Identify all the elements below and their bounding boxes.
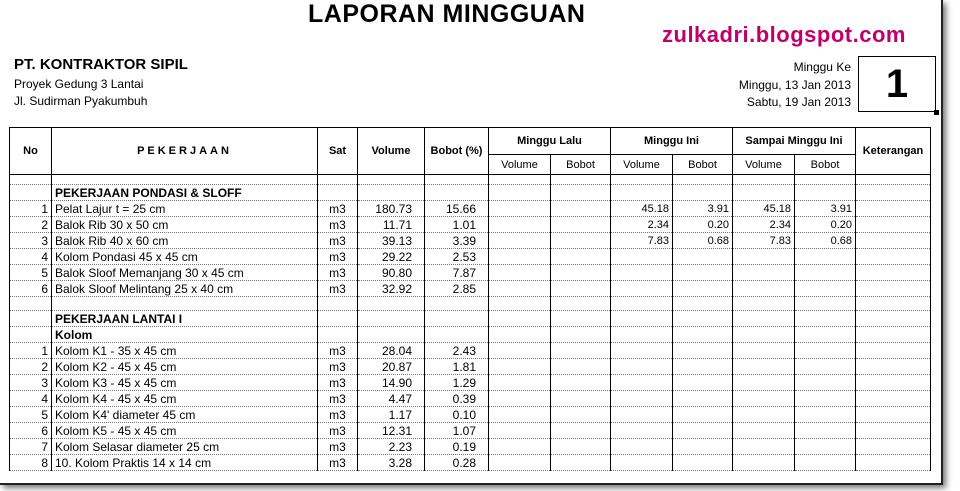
row-name: Balok Sloof Memanjang 30 x 45 cm bbox=[52, 265, 318, 281]
row-volume: 14.90 bbox=[358, 375, 425, 391]
table-row[interactable] bbox=[10, 455, 931, 471]
row-sat: m3 bbox=[318, 391, 358, 407]
row-name: Pelat Lajur t = 25 cm bbox=[52, 201, 318, 217]
row-ini-volume: 2.34 bbox=[611, 217, 673, 233]
row-volume: 20.87 bbox=[358, 359, 425, 375]
col-minggu-ini: Minggu Ini bbox=[611, 128, 733, 155]
row-bobot: 1.29 bbox=[425, 375, 489, 391]
row-volume: 39.13 bbox=[358, 233, 425, 249]
row-bobot: 0.28 bbox=[425, 455, 489, 471]
row-name: Balok Sloof Melintang 25 x 40 cm bbox=[52, 281, 318, 297]
row-name: Kolom K3 - 45 x 45 cm bbox=[52, 375, 318, 391]
progress-table bbox=[9, 127, 931, 471]
row-name: Balok Rib 30 x 50 cm bbox=[52, 217, 318, 233]
report-title: LAPORAN MINGGUAN bbox=[308, 0, 586, 28]
col-bobot: Bobot (%) bbox=[425, 128, 489, 175]
row-no: 7 bbox=[10, 439, 52, 455]
row-smp-bobot: 0.68 bbox=[795, 233, 856, 249]
row-no: 6 bbox=[10, 281, 52, 297]
table-row[interactable] bbox=[10, 439, 931, 455]
row-bobot: 1.07 bbox=[425, 423, 489, 439]
table-row[interactable] bbox=[10, 407, 931, 423]
row-ini-bobot: 0.68 bbox=[673, 233, 733, 249]
table-row[interactable] bbox=[10, 391, 931, 407]
row-smp-bobot: 0.20 bbox=[795, 217, 856, 233]
row-no: 5 bbox=[10, 265, 52, 281]
date-start: Minggu, 13 Jan 2013 bbox=[738, 78, 851, 92]
table-row[interactable] bbox=[10, 233, 931, 249]
blog-watermark: zulkadri.blogspot.com bbox=[662, 22, 906, 47]
row-no: 4 bbox=[10, 249, 52, 265]
row-no: 2 bbox=[10, 359, 52, 375]
row-name: Kolom Pondasi 45 x 45 cm bbox=[52, 249, 318, 265]
row-smp-volume: 45.18 bbox=[733, 201, 795, 217]
row-smp-volume: 7.83 bbox=[733, 233, 795, 249]
row-volume: 11.71 bbox=[358, 217, 425, 233]
row-smp-bobot: 3.91 bbox=[795, 201, 856, 217]
sub-volume: Volume bbox=[489, 155, 551, 175]
week-label: Minggu Ke bbox=[793, 60, 851, 74]
row-volume: 28.04 bbox=[358, 343, 425, 359]
row-sat: m3 bbox=[318, 343, 358, 359]
project-name: Proyek Gedung 3 Lantai bbox=[14, 77, 144, 91]
row-ini-volume: 45.18 bbox=[611, 201, 673, 217]
row-no: 3 bbox=[10, 233, 52, 249]
sub-bobot: Bobot bbox=[673, 155, 733, 175]
section-subtitle: Kolom bbox=[52, 327, 318, 343]
table-row[interactable] bbox=[10, 423, 931, 439]
row-sat: m3 bbox=[318, 375, 358, 391]
row-smp-volume: 2.34 bbox=[733, 217, 795, 233]
row-volume: 4.47 bbox=[358, 391, 425, 407]
section-title: PEKERJAAN PONDASI & SLOFF bbox=[52, 185, 318, 201]
row-bobot: 1.01 bbox=[425, 217, 489, 233]
project-address: Jl. Sudirman Pyakumbuh bbox=[14, 94, 148, 108]
col-no: No bbox=[10, 128, 52, 175]
sub-volume: Volume bbox=[733, 155, 795, 175]
week-number-box[interactable]: 1 bbox=[858, 56, 936, 112]
date-end: Sabtu, 19 Jan 2013 bbox=[746, 95, 851, 109]
row-volume: 29.22 bbox=[358, 249, 425, 265]
row-ini-bobot: 3.91 bbox=[673, 201, 733, 217]
row-name: Kolom K5 - 45 x 45 cm bbox=[52, 423, 318, 439]
row-no: 5 bbox=[10, 407, 52, 423]
row-no: 1 bbox=[10, 343, 52, 359]
row-name: Kolom Selasar diameter 25 cm bbox=[52, 439, 318, 455]
table-row[interactable] bbox=[10, 201, 931, 217]
row-volume: 2.23 bbox=[358, 439, 425, 455]
row-no: 4 bbox=[10, 391, 52, 407]
row-name: Kolom K1 - 35 x 45 cm bbox=[52, 343, 318, 359]
table-row[interactable] bbox=[10, 217, 931, 233]
row-sat: m3 bbox=[318, 439, 358, 455]
row-volume: 1.17 bbox=[358, 407, 425, 423]
row-sat: m3 bbox=[318, 407, 358, 423]
row-sat: m3 bbox=[318, 249, 358, 265]
table-row[interactable] bbox=[10, 281, 931, 297]
row-name: Kolom K2 - 45 x 45 cm bbox=[52, 359, 318, 375]
row-sat: m3 bbox=[318, 265, 358, 281]
col-pekerjaan: PEKERJAAN bbox=[52, 128, 318, 175]
row-ini-volume: 7.83 bbox=[611, 233, 673, 249]
col-volume: Volume bbox=[358, 128, 425, 175]
row-bobot: 2.43 bbox=[425, 343, 489, 359]
row-bobot: 0.39 bbox=[425, 391, 489, 407]
row-no: 2 bbox=[10, 217, 52, 233]
table-row[interactable] bbox=[10, 249, 931, 265]
row-name: 10. Kolom Praktis 14 x 14 cm bbox=[52, 455, 318, 471]
row-bobot: 0.10 bbox=[425, 407, 489, 423]
row-sat: m3 bbox=[318, 217, 358, 233]
row-bobot: 2.85 bbox=[425, 281, 489, 297]
row-name: Kolom K4' diameter 45 cm bbox=[52, 407, 318, 423]
section-title: PEKERJAAN LANTAI I bbox=[52, 311, 318, 327]
col-sat: Sat bbox=[318, 128, 358, 175]
row-volume: 3.28 bbox=[358, 455, 425, 471]
col-sampai-minggu-ini: Sampai Minggu Ini bbox=[733, 128, 856, 155]
table-row[interactable] bbox=[10, 343, 931, 359]
row-volume: 180.73 bbox=[358, 201, 425, 217]
sub-bobot: Bobot bbox=[551, 155, 611, 175]
row-sat: m3 bbox=[318, 281, 358, 297]
row-ini-bobot: 0.20 bbox=[673, 217, 733, 233]
col-keterangan: Keterangan bbox=[856, 128, 931, 175]
row-bobot: 0.19 bbox=[425, 439, 489, 455]
row-no: 8 bbox=[10, 455, 52, 471]
sub-bobot: Bobot bbox=[795, 155, 856, 175]
company-name: PT. KONTRAKTOR SIPIL bbox=[14, 56, 188, 73]
row-volume: 90.80 bbox=[358, 265, 425, 281]
row-sat: m3 bbox=[318, 233, 358, 249]
row-sat: m3 bbox=[318, 455, 358, 471]
row-sat: m3 bbox=[318, 359, 358, 375]
row-bobot: 1.81 bbox=[425, 359, 489, 375]
row-no: 6 bbox=[10, 423, 52, 439]
row-sat: m3 bbox=[318, 201, 358, 217]
table-row[interactable] bbox=[10, 265, 931, 281]
table-row[interactable] bbox=[10, 375, 931, 391]
sub-volume: Volume bbox=[611, 155, 673, 175]
row-sat: m3 bbox=[318, 423, 358, 439]
row-volume: 12.31 bbox=[358, 423, 425, 439]
row-name: Balok Rib 40 x 60 cm bbox=[52, 233, 318, 249]
row-name: Kolom K4 - 45 x 45 cm bbox=[52, 391, 318, 407]
row-no: 1 bbox=[10, 201, 52, 217]
row-bobot: 7.87 bbox=[425, 265, 489, 281]
table-row[interactable] bbox=[10, 359, 931, 375]
row-no: 3 bbox=[10, 375, 52, 391]
row-volume: 32.92 bbox=[358, 281, 425, 297]
col-minggu-lalu: Minggu Lalu bbox=[489, 128, 611, 155]
row-bobot: 2.53 bbox=[425, 249, 489, 265]
row-bobot: 15.66 bbox=[425, 201, 489, 217]
row-bobot: 3.39 bbox=[425, 233, 489, 249]
